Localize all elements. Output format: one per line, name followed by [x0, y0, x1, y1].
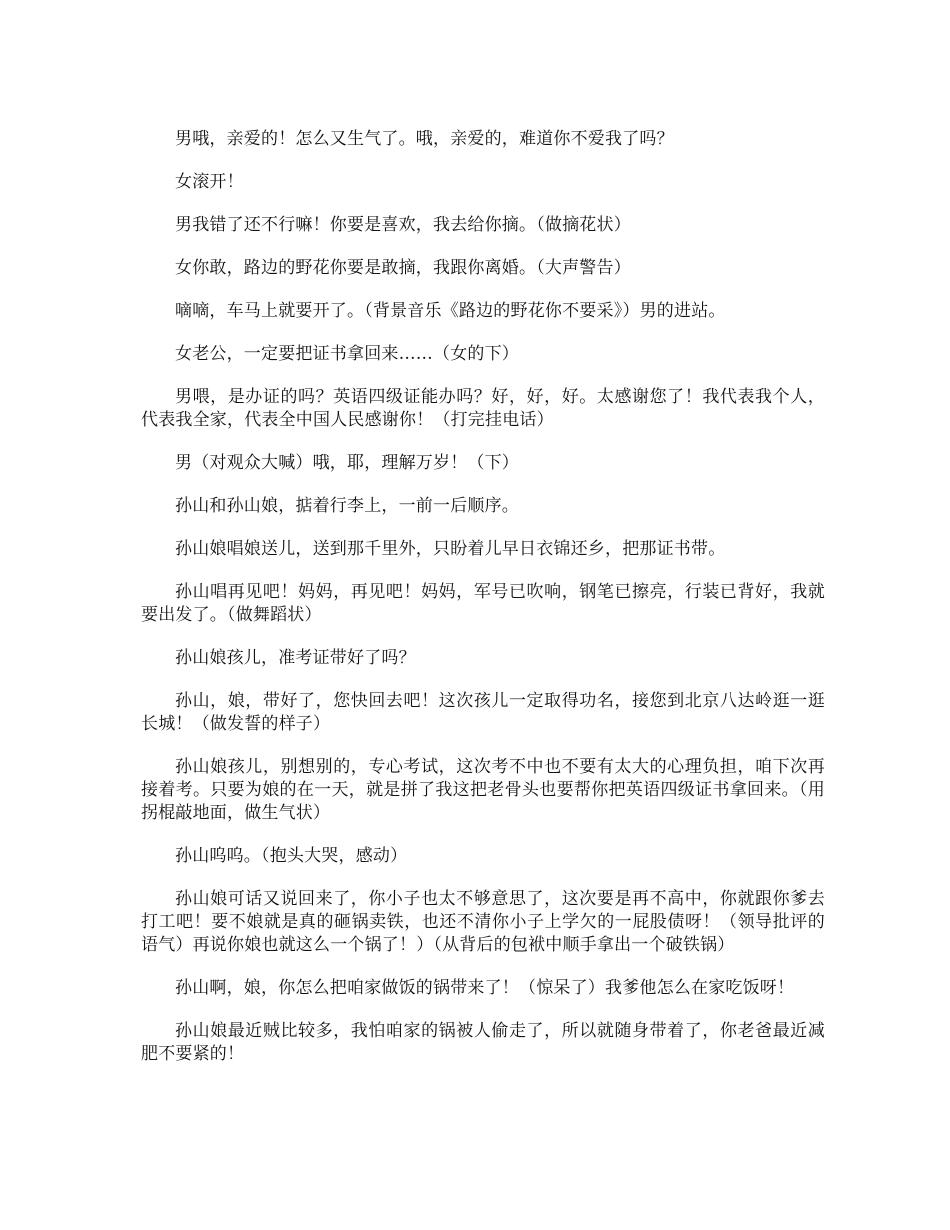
dialogue-paragraph: 男喂，是办证的吗？英语四级证能办吗？好，好，好。太感谢您了！我代表我个人，代表我全家，代表全中国人民感谢你！（打完挂电话） — [141, 387, 825, 430]
dialogue-paragraph: 女你敢，路边的野花你要是敢摘，我跟你离婚。（大声警告） — [175, 258, 631, 278]
dialogue-paragraph: 孙山娘最近贼比较多，我怕咱家的锅被人偷走了，所以就随身带着了，你老爸最近减肥不要紧的！ — [141, 1021, 825, 1064]
dialogue-paragraph: 男我错了还不行嘛！你要是喜欢，我去给你摘。（做摘花状） — [175, 215, 631, 235]
document-body — [141, 128, 825, 1086]
dialogue-paragraph: 男哦，亲爱的！怎么又生气了。哦，亲爱的，难道你不爱我了吗？ — [175, 129, 674, 149]
dialogue-paragraph: 男（对观众大喊）哦，耶，理解万岁！（下） — [175, 453, 519, 473]
dialogue-paragraph: 女滚开！ — [175, 172, 244, 192]
dialogue-paragraph: 孙山娘孩儿，别想别的，专心考试，这次考不中也不要有太大的心理负担，咱下次再接着考。只要为娘的在一天，就是拼了我这把老骨头也要帮你把英语四级证书拿回来。（用拐棍敲地面，做生气状） — [141, 757, 825, 823]
stage-direction-paragraph: 嘀嘀，车马上就要开了。（背景音乐《路边的野花你不要采》）男的进站。 — [175, 301, 726, 321]
dialogue-paragraph: 孙山唱再见吧！妈妈，再见吧！妈妈，军号已吹响，钢笔已擦亮，行装已背好，我就要出发了。（做舞蹈状） — [141, 582, 825, 625]
stage-direction-paragraph: 孙山和孙山娘，掂着行李上，一前一后顺序。 — [175, 496, 519, 516]
dialogue-paragraph: 孙山娘可话又说回来了，你小子也太不够意思了，这次要是再不高中，你就跟你爹去打工吧！要不娘就是真的砸锅卖铁，也还不清你小子上学欠的一屁股债呀！（领导批评的语气）再说你娘也就这么一个锅了！）（从背后的包袱中顺手拿出一个破铁锅） — [141, 889, 825, 955]
dialogue-paragraph: 孙山，娘，带好了，您快回去吧！这次孩儿一定取得功名，接您到北京八达岭逛一逛长城！（做发誓的样子） — [141, 691, 825, 734]
dialogue-paragraph: 孙山娘唱娘送儿，送到那千里外，只盼着儿早日衣锦还乡，把那证书带。 — [175, 539, 726, 559]
dialogue-paragraph: 孙山啊，娘，你怎么把咱家做饭的锅带来了！（惊呆了）我爹他怎么在家吃饭呀！ — [175, 978, 795, 998]
dialogue-paragraph: 女老公，一定要把证书拿回来……（女的下） — [175, 344, 519, 364]
dialogue-paragraph: 孙山呜呜。（抱头大哭，感动） — [175, 846, 408, 866]
dialogue-paragraph: 孙山娘孩儿，准考证带好了吗？ — [175, 648, 416, 668]
